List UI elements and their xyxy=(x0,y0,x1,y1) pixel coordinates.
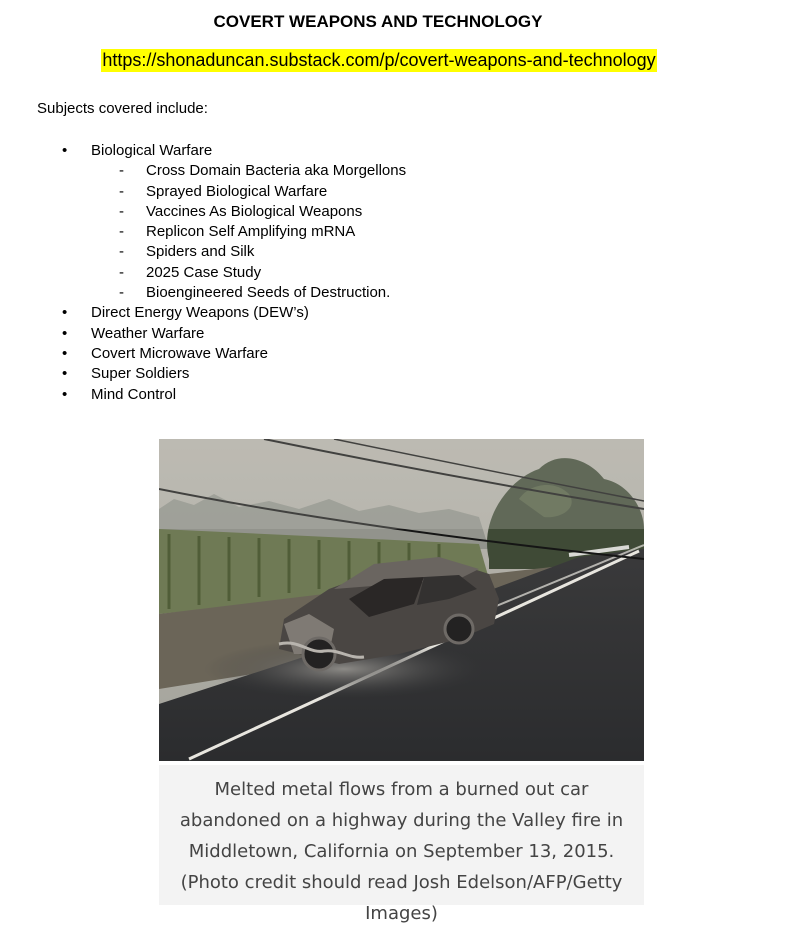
dash-marker: - xyxy=(119,182,124,200)
dash-marker: - xyxy=(119,162,124,180)
topic-microwave-warfare: Covert Microwave Warfare xyxy=(91,344,268,362)
topic-biological-warfare: Biological Warfare xyxy=(91,142,213,159)
bullet-marker: • xyxy=(62,385,68,403)
intro-text: Subjects covered include: xyxy=(37,100,208,117)
bullet-marker: • xyxy=(62,324,68,342)
bullet-marker: • xyxy=(62,365,68,383)
subtopic-item: 2025 Case Study xyxy=(146,263,262,281)
topic-dew: Direct Energy Weapons (DEW’s) xyxy=(91,304,309,322)
dash-marker: - xyxy=(119,263,124,281)
dash-marker: - xyxy=(119,223,124,241)
topic-weather-warfare: Weather Warfare xyxy=(91,324,205,342)
document-title: COVERT WEAPONS AND TECHNOLOGY xyxy=(213,12,543,31)
burned-car-photo xyxy=(159,439,644,761)
topic-super-soldiers: Super Soldiers xyxy=(91,365,190,383)
photo-illustration xyxy=(159,439,644,761)
subtopic-item: Sprayed Biological Warfare xyxy=(146,182,328,200)
subtopic-item: Bioengineered Seeds of Destruction. xyxy=(146,284,391,302)
subtopic-item: Replicon Self Amplifying mRNA xyxy=(146,223,356,241)
bullet-marker: • xyxy=(62,142,68,159)
subtopic-item: Spiders and Silk xyxy=(146,243,255,261)
dash-marker: - xyxy=(119,243,124,261)
link-row xyxy=(0,50,758,71)
photo-caption-box xyxy=(159,765,644,924)
dash-marker: - xyxy=(119,202,124,220)
topic-mind-control: Mind Control xyxy=(91,385,177,403)
subtopic-item: Vaccines As Biological Weapons xyxy=(146,202,363,220)
bullet-marker: • xyxy=(62,344,68,362)
substack-link[interactable]: https://shonaduncan.substack.com/p/covert-weapons-and-technology xyxy=(102,50,656,70)
bullet-marker: • xyxy=(62,304,68,322)
dash-marker: - xyxy=(119,284,124,302)
photo-caption: Melted metal flows from a burned out car abandoned on a highway during the Valley fire in Middletown, California on September 13, 2015. (Photo credit should read Josh Edelson/AFP/Getty Images) xyxy=(179,779,624,924)
subtopic-item: Cross Domain Bacteria aka Morgellons xyxy=(146,162,407,180)
